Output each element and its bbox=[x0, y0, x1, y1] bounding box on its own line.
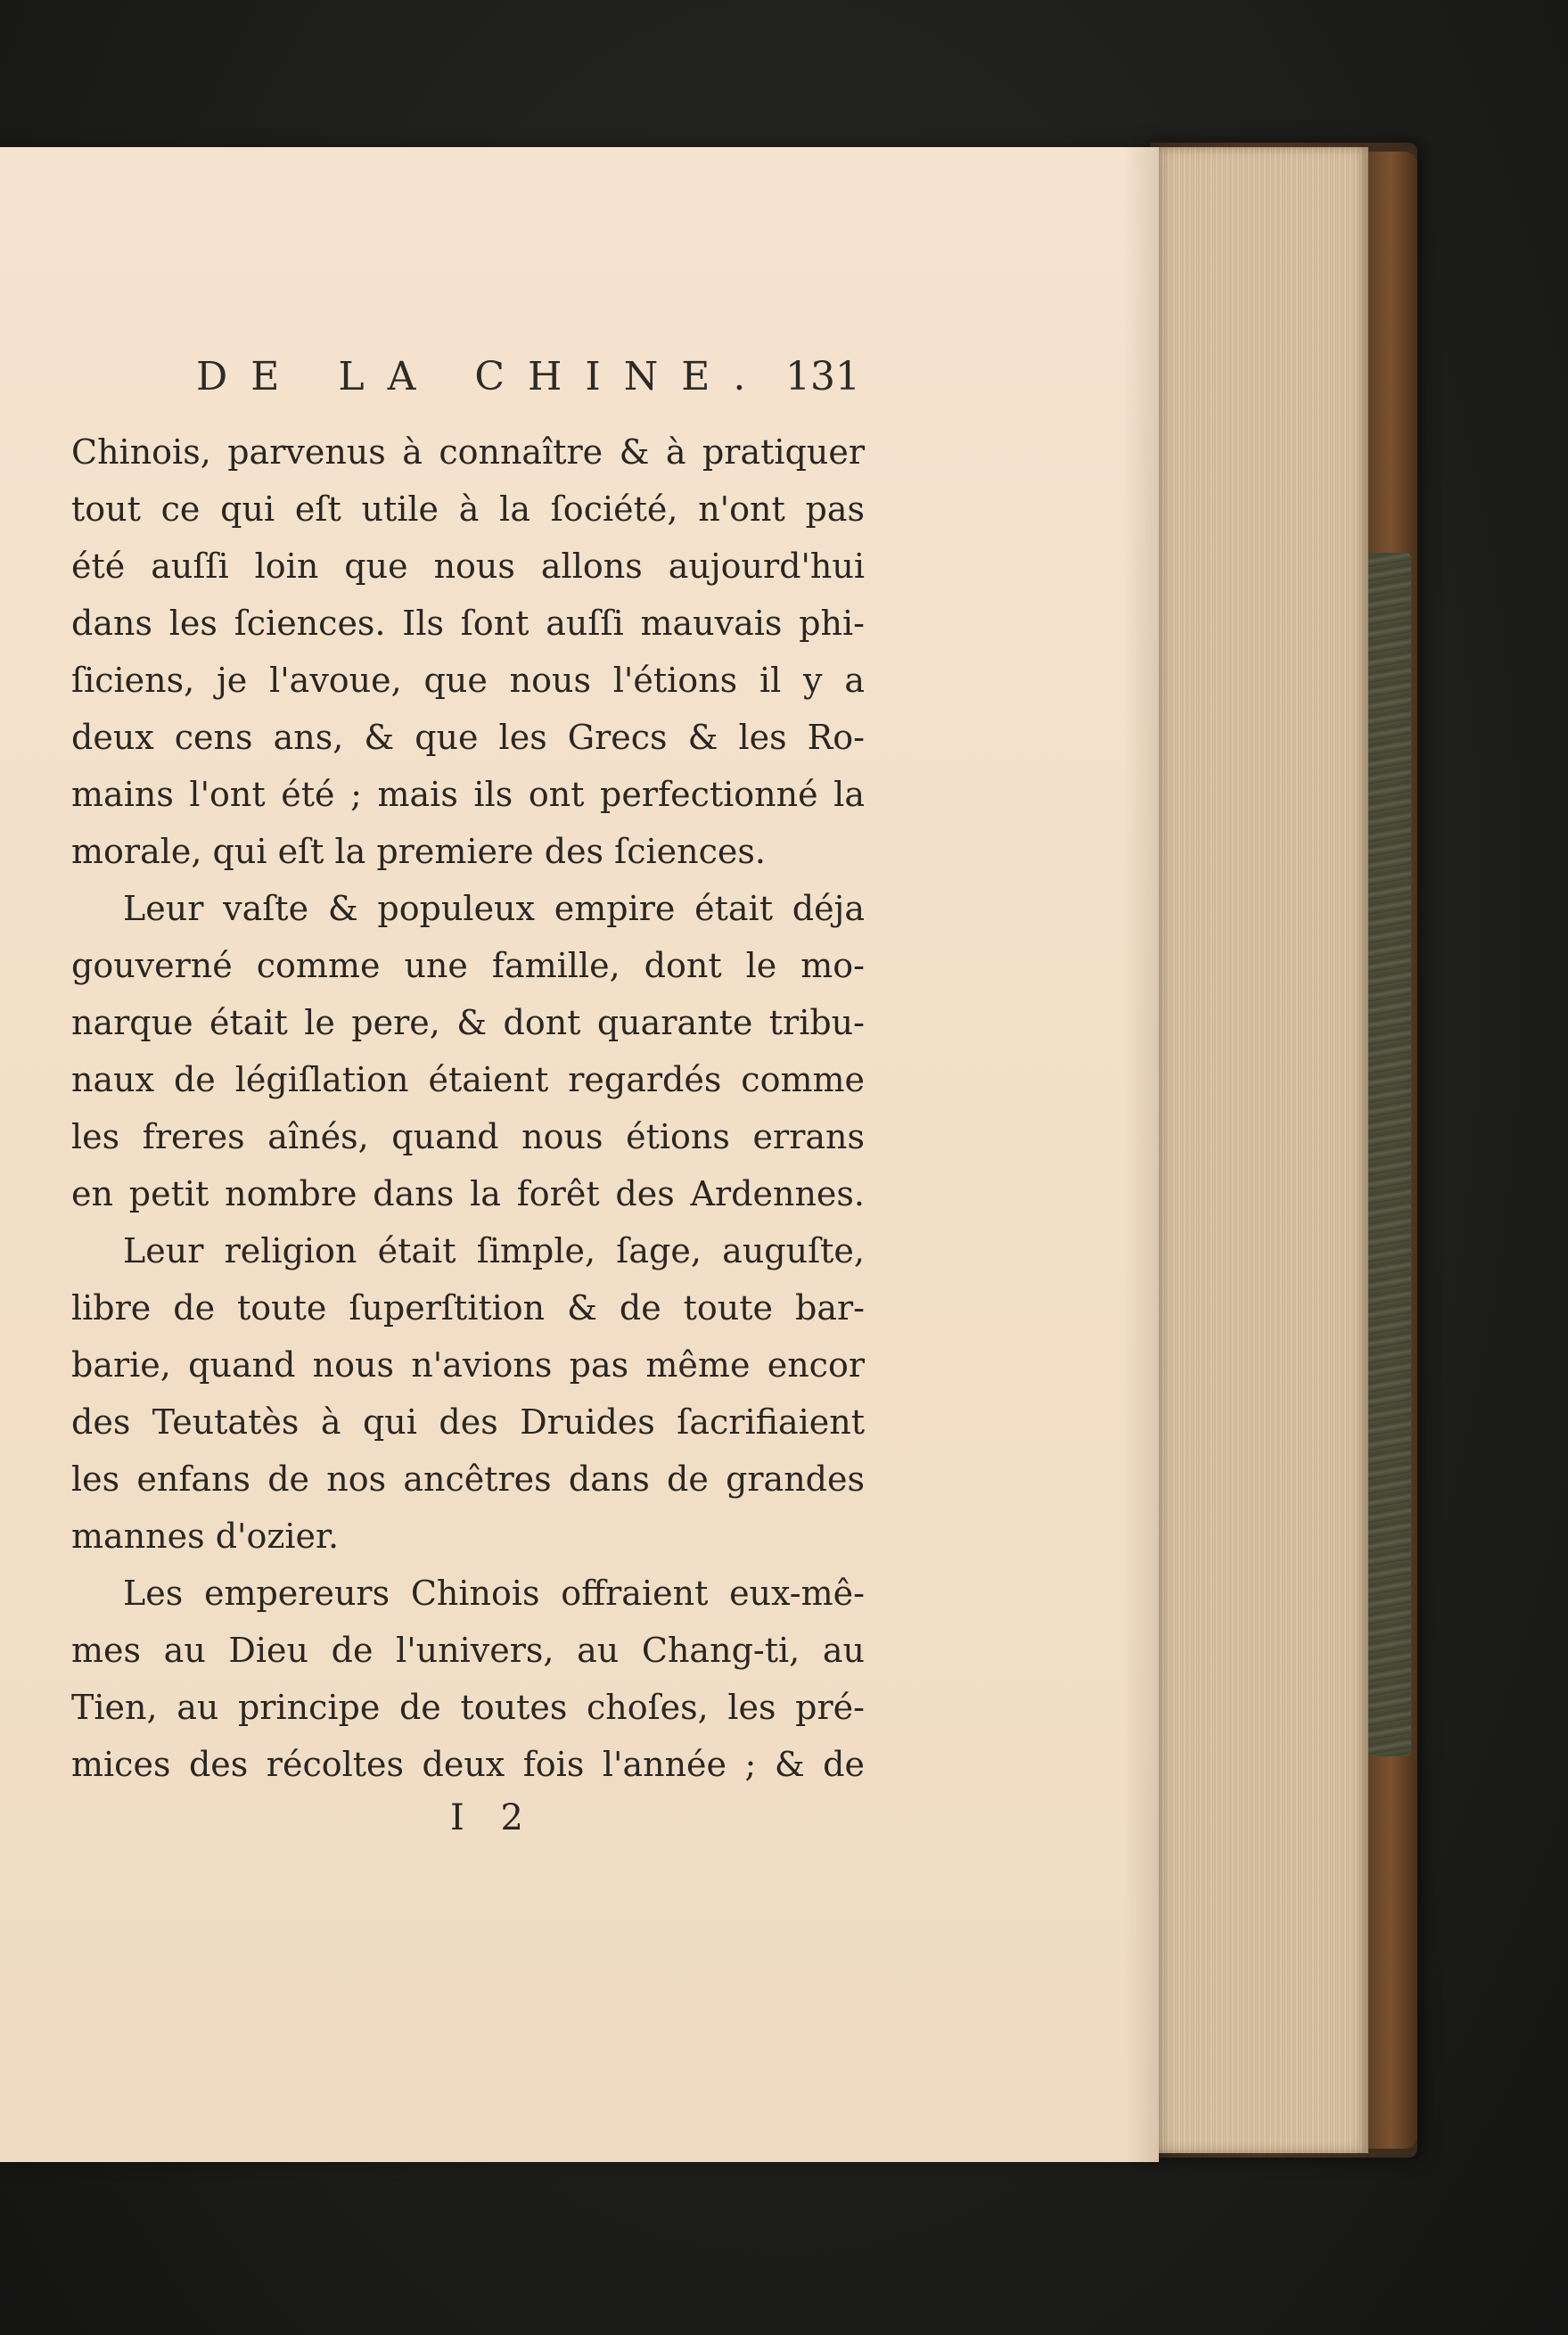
paragraph-start-line: Leur religion était ſimple, ſage, auguſte, bbox=[123, 1231, 865, 1270]
text-line: deux cens ans, & que les Grecs & les Ro- bbox=[71, 718, 865, 757]
text-line: tout ce qui eſt utile à la ſociété, n'ont pas bbox=[71, 489, 865, 529]
page-header bbox=[196, 354, 860, 407]
page-edges bbox=[1154, 147, 1368, 2153]
text-line: Tien, au principe de toutes choſes, les pré- bbox=[71, 1688, 865, 1727]
text-line: morale, qui eſt la premiere des ſciences. bbox=[71, 832, 766, 871]
body-text bbox=[71, 423, 865, 1793]
text-line: gouverné comme une famille, dont le mo- bbox=[71, 946, 865, 985]
text-line: mains l'ont été ; mais ils ont perfectionné la bbox=[71, 775, 865, 814]
paragraph-start-line: Leur vaſte & populeux empire était déja bbox=[123, 889, 865, 928]
text-line: mannes d'ozier. bbox=[71, 1517, 340, 1556]
text-line: ſiciens, je l'avoue, que nous l'étions il y a bbox=[71, 661, 865, 700]
signature-mark: I 2 bbox=[450, 1797, 536, 1838]
text-line: mes au Dieu de l'univers, au Chang-ti, au bbox=[71, 1631, 865, 1670]
text-line: dans les ſciences. Ils ſont auſſi mauvais phi- bbox=[71, 604, 865, 643]
text-line: été auſſi loin que nous allons aujourd'hui bbox=[71, 547, 865, 586]
text-line: en petit nombre dans la forêt des Ardennes. bbox=[71, 1174, 865, 1213]
text-line: les freres aînés, quand nous étions errans bbox=[71, 1117, 865, 1156]
paragraph-start-line: Les empereurs Chinois offraient eux-mê- bbox=[123, 1574, 865, 1613]
text-line: mices des récoltes deux fois l'année ; & de bbox=[71, 1745, 865, 1784]
text-line: naux de légiſlation étaient regardés comme bbox=[71, 1060, 865, 1099]
text-line: les enfans de nos ancêtres dans de grandes bbox=[71, 1459, 865, 1499]
text-line: des Teutatès à qui des Druides ſacrifiaient bbox=[71, 1402, 865, 1442]
text-line: narque était le pere, & dont quarante tribu- bbox=[71, 1003, 865, 1042]
marbled-endpaper bbox=[1368, 553, 1411, 1756]
text-line: barie, quand nous n'avions pas même encor bbox=[71, 1345, 865, 1385]
running-title: DE LA CHINE. bbox=[196, 354, 769, 399]
text-line: Chinois, parvenus à connaître & à pratiquer bbox=[71, 432, 865, 472]
text-line: libre de toute ſuperſtition & de toute bar- bbox=[71, 1288, 865, 1328]
page-number: 131 bbox=[785, 354, 860, 399]
